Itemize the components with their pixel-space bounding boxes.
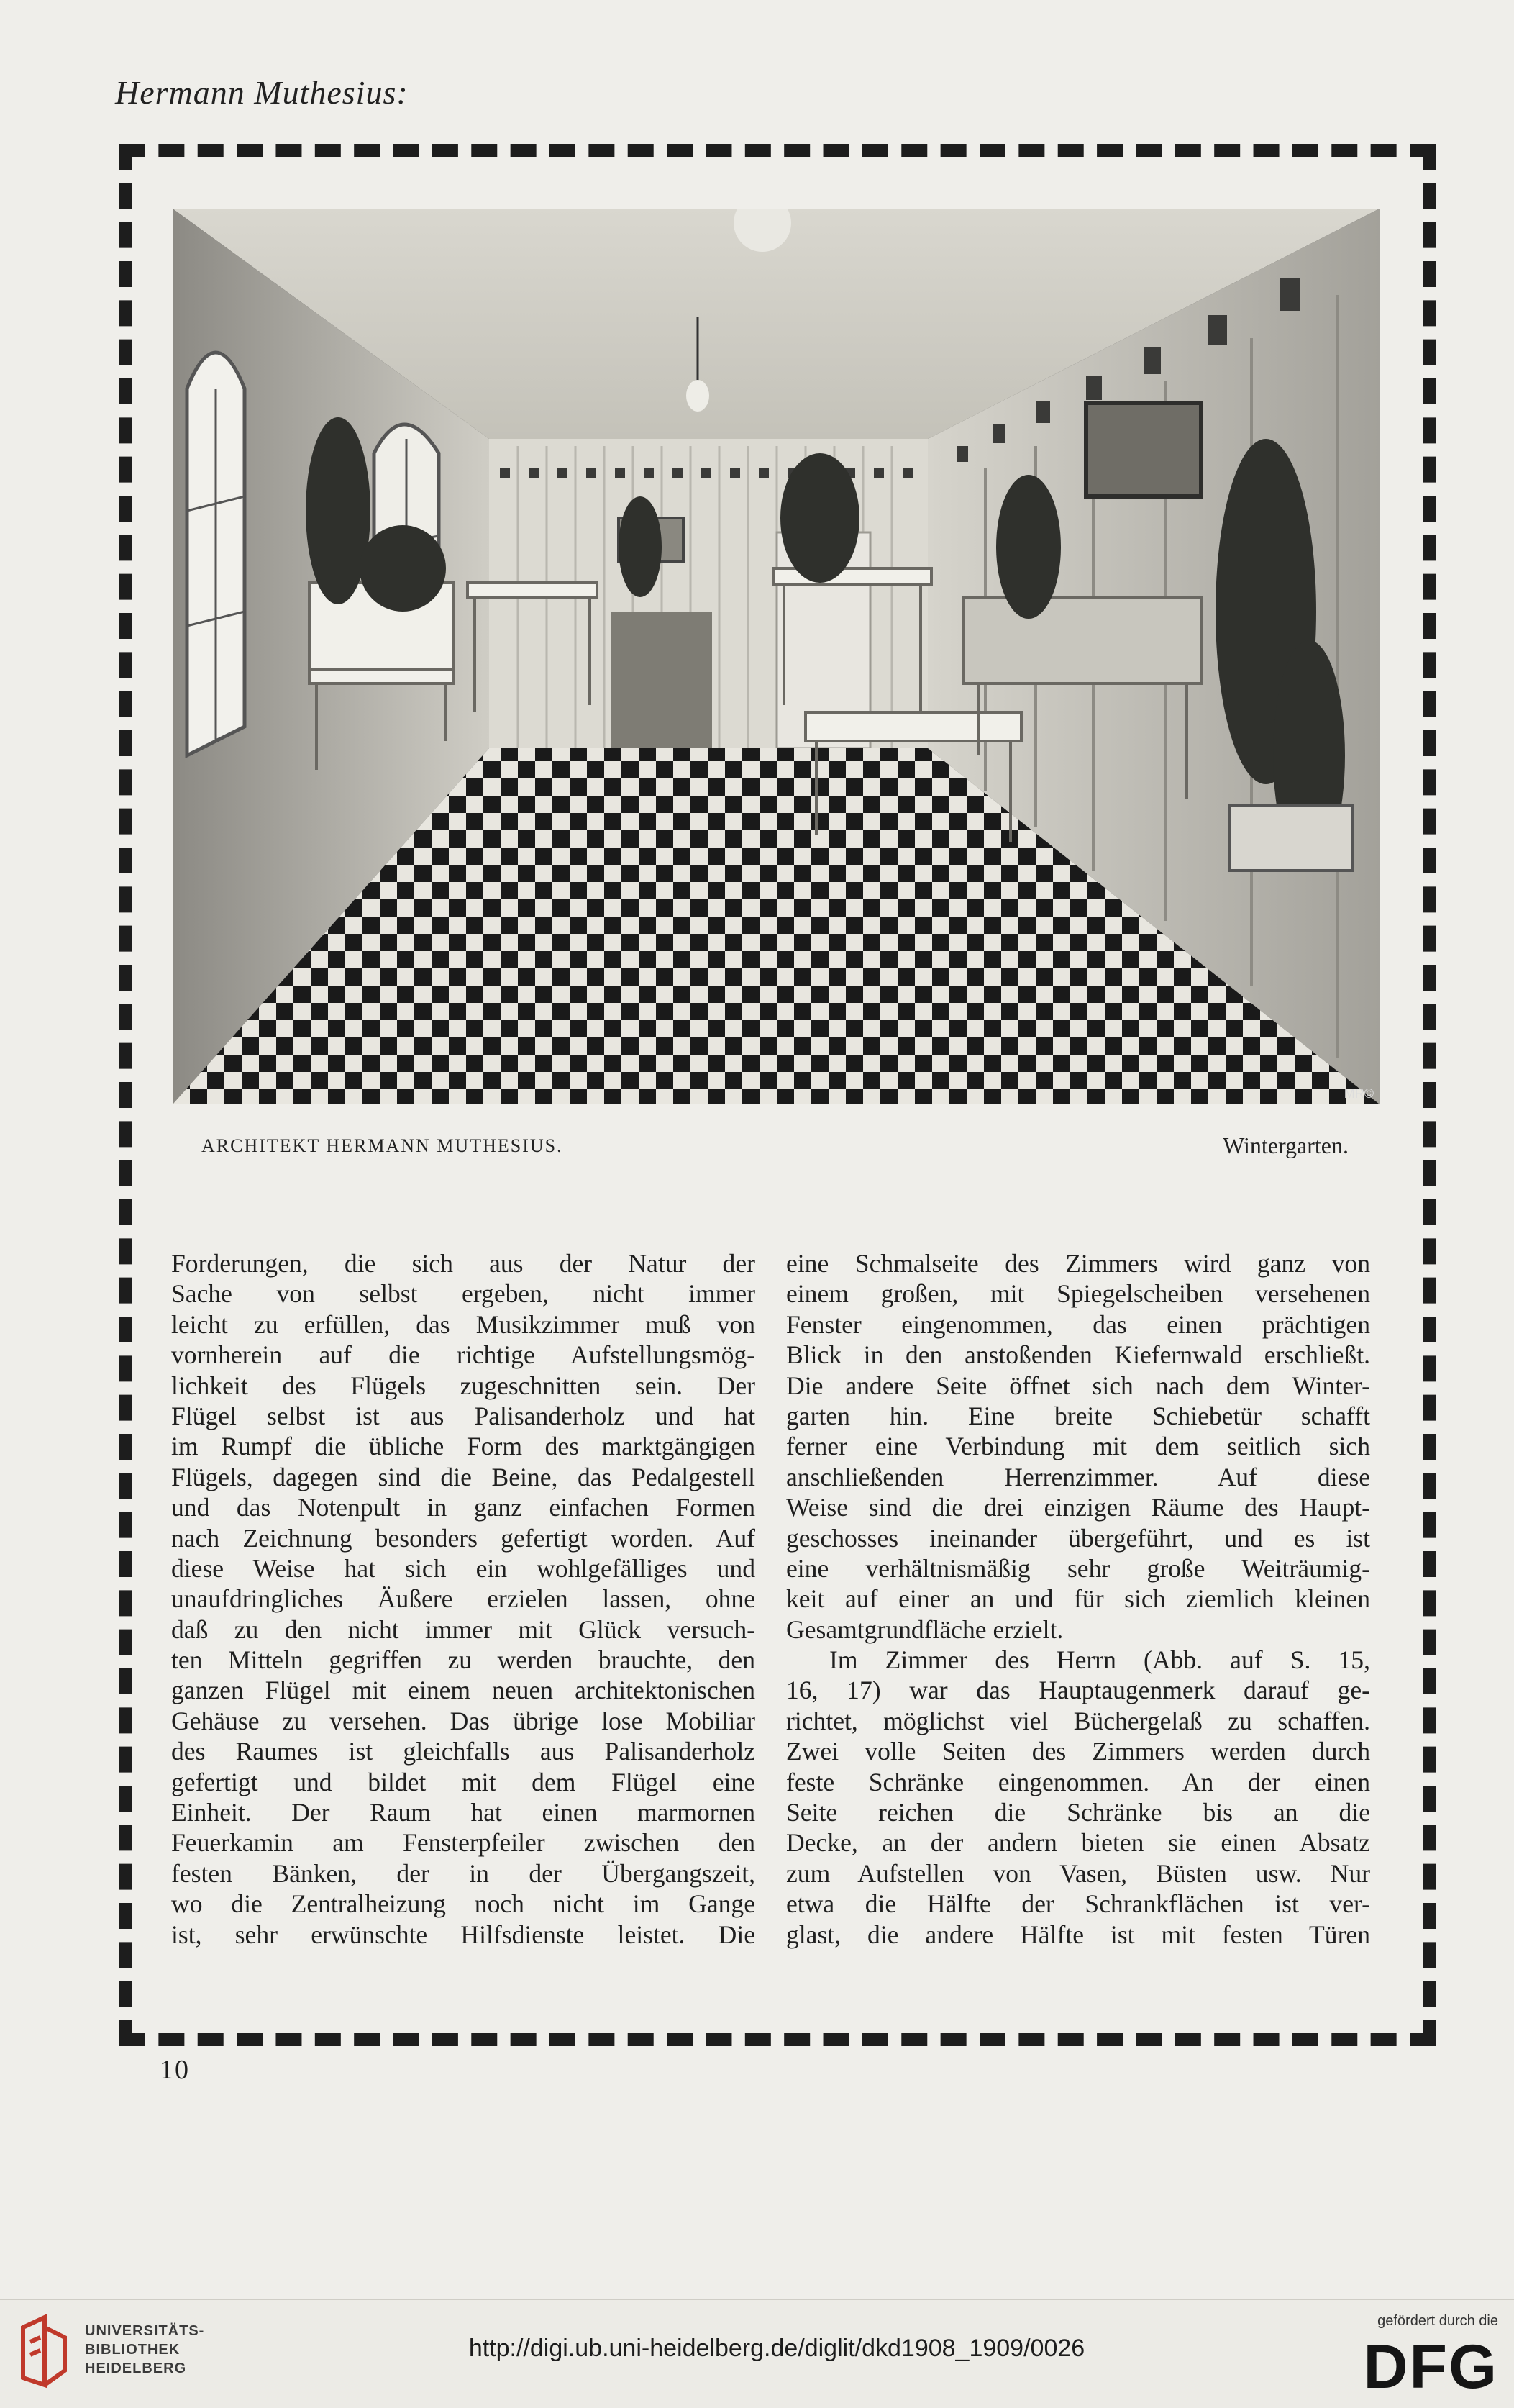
text-line: ferner eine Verbindung mit dem seitlich sich — [786, 1432, 1370, 1461]
wintergarden-photo-illustration — [173, 209, 1380, 1104]
permalink-url[interactable]: http://digi.ub.uni-heidelberg.de/diglit/dkd1908_1909/0026 — [468, 2335, 1085, 2362]
text-line: ist, sehr erwünschte Hilfsdienste leistet. Die — [171, 1919, 755, 1949]
text-line: glast, die andere Hälfte ist mit festen Türen — [786, 1919, 1370, 1949]
text-line: geschosses ineinander übergeführt, und es ist — [786, 1523, 1370, 1553]
text-line: keit auf einer an und für sich ziemlich kleinen — [786, 1584, 1370, 1614]
text-line: festen Bänken, der in der Übergangszeit, — [171, 1858, 755, 1888]
text-line: leicht zu erfüllen, das Musikzimmer muß von — [171, 1309, 755, 1339]
text-line: Weise sind die drei einzigen Räume des Haupt- — [786, 1493, 1370, 1522]
photo-copyright-mark: MR© — [1344, 1086, 1374, 1101]
text-line: ten Mitteln gegriffen zu werden brauchte, den — [171, 1645, 755, 1675]
text-line: daß zu den nicht immer mit Glück versuch- — [171, 1614, 755, 1644]
text-line: Die andere Seite öffnet sich nach dem Winter- — [786, 1371, 1370, 1400]
institution-name — [85, 2322, 204, 2378]
text-line: Sache von selbst ergeben, nicht immer — [171, 1279, 755, 1309]
viewer-footer — [0, 2299, 1514, 2408]
text-line: gefertigt und bildet mit dem Flügel eine — [171, 1767, 755, 1796]
text-line: Zwei volle Seiten des Zimmers werden durch — [786, 1737, 1370, 1766]
text-line: Feuerkamin am Fensterpfeiler zwischen den — [171, 1828, 755, 1858]
text-line: 16, 17) war das Hauptaugenmerk darauf ge- — [786, 1676, 1370, 1705]
text-line: und das Notenpult in ganz einfachen Formen — [171, 1493, 755, 1522]
figure-photo — [173, 209, 1380, 1104]
figure-caption-title: Wintergarten. — [1223, 1132, 1349, 1158]
text-line: Flügel selbst ist aus Palisanderholz und hat — [171, 1401, 755, 1430]
university-library-logo-icon[interactable] — [16, 2313, 72, 2392]
text-line: Seite reichen die Schränke bis an die — [786, 1798, 1370, 1827]
text-line: Gesamtgrundfläche erzielt. — [786, 1614, 1064, 1644]
page-number: 10 — [160, 2055, 190, 2085]
text-line: diese Weise hat sich ein wohlgefälliges und — [171, 1553, 755, 1583]
text-line: im Rumpf die übliche Form des marktgängigen — [171, 1432, 755, 1461]
text-line: etwa die Hälfte der Schrankflächen ist ver- — [786, 1889, 1370, 1919]
text-column-right — [786, 1248, 1370, 1950]
text-line: anschließenden Herrenzimmer. Auf diese — [786, 1462, 1370, 1491]
text-line: ganzen Flügel mit einem neuen architektonischen — [171, 1676, 755, 1705]
text-line: feste Schränke eingenommen. An der einen — [786, 1767, 1370, 1796]
funded-by-label: gefördert durch die — [1377, 2313, 1498, 2329]
dfg-logo[interactable]: DFG — [1363, 2332, 1498, 2402]
text-column-left — [171, 1248, 755, 1950]
text-line: Blick in den anstoßenden Kiefernwald erschließt. — [786, 1340, 1370, 1370]
text-line: eine Schmalseite des Zimmers wird ganz von — [786, 1249, 1370, 1278]
text-line: Im Zimmer des Herrn (Abb. auf S. 15, — [829, 1645, 1370, 1675]
text-line: wo die Zentralheizung noch nicht im Gange — [171, 1889, 755, 1919]
text-line: Fenster eingenommen, das einen prächtigen — [786, 1309, 1370, 1339]
text-line: einem großen, mit Spiegelscheiben versehenen — [786, 1279, 1370, 1309]
institution-line: UNIVERSITÄTS- — [85, 2323, 205, 2339]
text-line: Einheit. Der Raum hat einen marmornen — [171, 1798, 755, 1827]
text-line: unaufdringliches Äußere erzielen lassen, ohne — [171, 1584, 755, 1614]
text-line: vornherein auf die richtige Aufstellungsmög- — [171, 1340, 755, 1370]
figure-caption-architect: ARCHITEKT HERMANN MUTHESIUS. — [201, 1135, 563, 1156]
text-line: garten hin. Eine breite Schiebetür schafft — [786, 1401, 1370, 1430]
running-head: Hermann Muthesius: — [115, 74, 409, 111]
text-line: nach Zeichnung besonders gefertigt worden. Auf — [171, 1523, 755, 1553]
text-line: Gehäuse zu versehen. Das übrige lose Mobiliar — [171, 1706, 755, 1735]
text-line: eine verhältnismäßig sehr große Weiträumig- — [786, 1553, 1370, 1583]
institution-line: BIBLIOTHEK — [85, 2342, 181, 2358]
text-line: Forderungen, die sich aus der Natur der — [171, 1249, 755, 1278]
text-line: Decke, an der andern bieten sie einen Absatz — [786, 1828, 1370, 1858]
text-line: richtet, möglichst viel Büchergelaß zu schaffen. — [786, 1706, 1370, 1735]
institution-line: HEIDELBERG — [85, 2361, 187, 2376]
text-line: zum Aufstellen von Vasen, Büsten usw. Nur — [786, 1858, 1370, 1888]
text-line: des Raumes ist gleichfalls aus Palisanderholz — [171, 1737, 755, 1766]
text-line: lichkeit des Flügels zugeschnitten sein. Der — [171, 1371, 755, 1400]
text-line: Flügels, dagegen sind die Beine, das Pedalgestell — [171, 1462, 755, 1491]
